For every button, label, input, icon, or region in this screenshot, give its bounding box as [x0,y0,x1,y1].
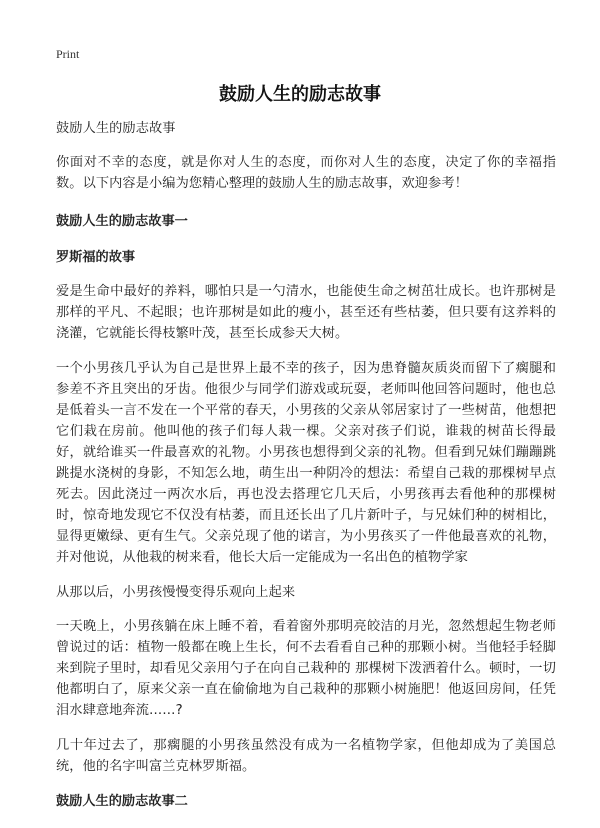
story-heading: 罗斯福的故事 [56,250,136,265]
section-heading-2: 鼓励人生的励志故事二 [56,794,188,809]
page-title: 鼓励人生的励志故事 [219,84,381,105]
article-body [56,118,556,827]
paragraph: 一个小男孩几乎认为自己是世界上最不幸的孩子，因为患脊髓灰质炎而留下了瘸腿和参差不齐且突出的牙齿。他很少与同学们游戏或玩耍，老师叫他回答问题时，他也总是低着头一言不发在一个平常的春天，小男孩的父亲从邻居家讨了一些树苗，他想把它们栽在房前。他叫他的孩子们每人栽一棵。父亲对孩子们说，谁栽的树苗长得最好，就给谁买一件最喜欢的礼物。小男孩也想得到父亲的礼物。但看到兄妹们蹦蹦跳跳提水浇树的身影，不知怎么地，萌生出一种阴冷的想法：希望自己栽的那棵树早点死去。因此浇过一两次水后，再也没去搭理它几天后，小男孩再去看他种的那棵树时，惊奇地发现它不仅没有枯萎，而且还长出了几片新叶子，与兄妹们种的树相比，显得更嫩绿、更有生气。父亲兑现了他的诺言，为小男孩买了一件他最喜欢的礼物，并对他说，从他栽的树来看，他长大后一定能成为一名出色的植物学家 [56,361,556,565]
print-link[interactable]: Print [56,47,80,61]
paragraph: 几十年过去了，那瘸腿的小男孩虽然没有成为一名植物学家，但他却成为了美国总统，他的名字叫富兰克林罗斯福。 [56,738,556,774]
article-subtitle: 鼓励人生的励志故事 [56,121,176,136]
paragraph: 爱是生命中最好的养料，哪怕只是一勺清水，也能使生命之树茁壮成长。也许那树是那样的平凡、不起眼；也许那树是如此的瘦小，甚至还有些枯萎，但只要有这养料的浇灌，它就能长得枝繁叶茂，甚至长成参天大树。 [56,284,556,341]
paragraph: 一天晚上，小男孩躺在床上睡不着，看着窗外那明亮皎洁的月光，忽然想起生物老师曾说过的话：植物一般都在晚上生长，何不去看看自己种的那颗小树。当他轻手轻脚来到院子里时，却看见父亲用勺子在向自己栽种的 那棵树下泼洒着什么。顿时，一切他都明白了，原来父亲一直在偷偷地为自己栽种的那颗小树施肥！他返回房间，任凭泪水肆意地奔流……? [56,619,556,718]
intro-paragraph: 你面对不幸的态度，就是你对人生的态度，而你对人生的态度，决定了你的幸福指数。以下内容是小编为您精心整理的鼓励人生的励志故事，欢迎参考！ [56,155,556,191]
paragraph: 从那以后，小男孩慢慢变得乐观向上起来 [56,585,296,600]
section-heading-1: 鼓励人生的励志故事一 [56,214,188,229]
